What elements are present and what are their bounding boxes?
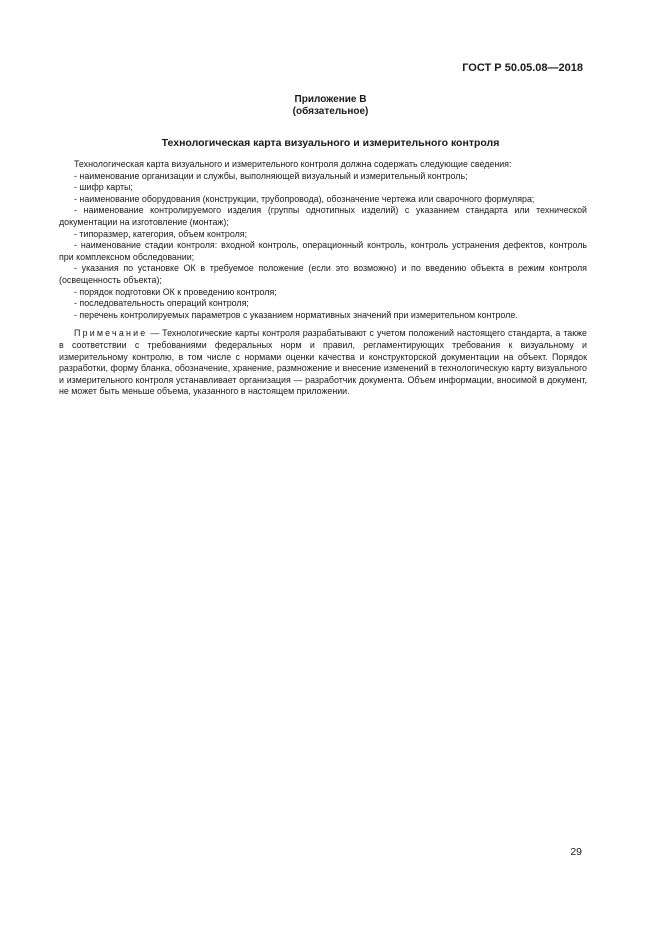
- list-item: - наименование оборудования (конструкции, трубопровода), обозначение чертежа или сварочного формуляра;: [74, 193, 535, 204]
- annex-status: (обязательное): [292, 106, 369, 117]
- page-number: 29: [570, 846, 582, 858]
- document-body: [59, 159, 587, 398]
- annex-heading: [0, 94, 661, 118]
- list-item: - последовательность операций контроля;: [74, 298, 249, 309]
- list-item: - указания по установке ОК в требуемое положение (если это возможно) и по введению объекта в режим контроля (освещенность объекта);: [59, 263, 587, 285]
- list-item: - наименование организации и службы, выполняющей визуальный и измерительный контроль;: [74, 170, 468, 181]
- intro-paragraph: Технологическая карта визуального и измерительного контроля должна содержать следующие сведения:: [74, 159, 512, 169]
- list-item: - наименование стадии контроля: входной контроль, операционный контроль, контроль устранения дефектов, контроль при комплексном обследовании;: [59, 240, 587, 262]
- list-item: - шифр карты;: [74, 182, 133, 193]
- note-text: — Технологические карты контроля разрабатывают с учетом положений настоящего стандарта, а также в соответствии с требованиями федеральных норм и правил, регламентирующих требования к визуальному и измерительному контролю, в том числе с нормами оценки качества и конструкторской документации на объект. Порядок разработки, форму бланка, обозначение, хранение, размножение и внесение изменений в технологическую карту визуального и измерительного контроля устанавливает организация — разработчик документа. Объем информации, вносимой в документ, не может быть меньше объема, указанного в настоящем приложении.: [59, 328, 587, 397]
- note-label: Примечание: [74, 328, 148, 339]
- list-item: - типоразмер, категория, объем контроля;: [74, 228, 248, 239]
- list-item: - наименование контролируемого изделия (группы однотипных изделий) с указанием стандарта или технической документации на изготовление (монтаж);: [59, 205, 587, 227]
- note-paragraph: [59, 328, 587, 398]
- annex-title: Приложение В: [294, 94, 367, 105]
- list-item: - порядок подготовки ОК к проведению контроля;: [74, 286, 277, 297]
- standard-header: ГОСТ Р 50.05.08—2018: [462, 62, 583, 74]
- section-title: Технологическая карта визуального и измерительного контроля: [161, 137, 500, 149]
- list-item: - перечень контролируемых параметров с указанием нормативных значений при измерительном контроле.: [74, 309, 518, 320]
